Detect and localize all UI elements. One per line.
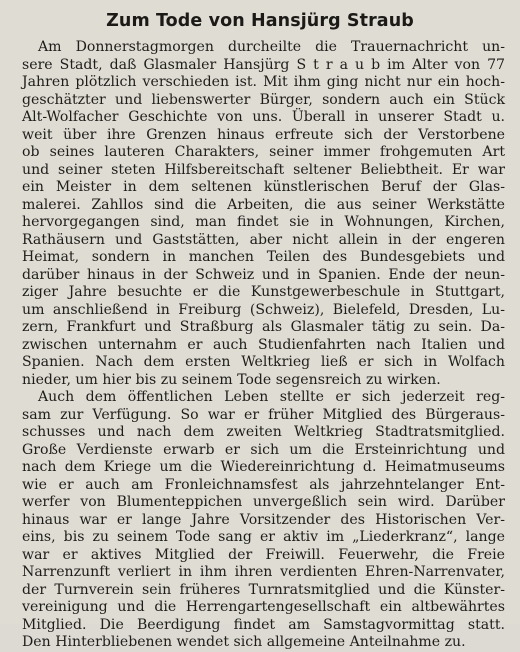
text-line: ein Meister in dem seltenen künstlerischen Beruf der Glas- [22, 179, 505, 195]
text-line: Auch dem öffentlichen Leben stellte er sich jederzeit reg- [38, 389, 505, 405]
text-line: sere Stadt, daß Glasmaler Hansjürg S t r a u b im Alter von 77 [22, 56, 505, 73]
text-line: Heimat, sondern in manchen Teilen des Bundesgebiets und [22, 249, 505, 265]
text-line: der Turnverein sein früheres Turnratsmitglied und die Künster- [22, 581, 505, 598]
text-line: vereinigung und die Herrengartengesellschaft ein altbewährtes [22, 599, 505, 615]
text-line: Spanien. Nach dem ersten Weltkrieg ließ er sich in Wolfach [22, 354, 505, 370]
text-line: ziger Jahre besuchte er die Kunstgewerbeschule in Stuttgart, [22, 284, 505, 300]
article-body [22, 39, 505, 652]
text-line: sam zur Verfügung. So war er früher Mitglied des Bürgeraus- [22, 406, 505, 423]
text-line: hinaus war er lange Jahre Vorsitzender des Historischen Ver- [22, 511, 505, 528]
text-line: werfer von Blumenteppichen unvergeßlich sein wird. Darüber [22, 494, 505, 510]
text-line: zwischen unternahm er auch Studienfahrten nach Italien und [22, 336, 505, 353]
text-line: um anschließend in Freiburg (Schweiz), Bielefeld, Dresden, Lu- [22, 301, 505, 318]
text-line: weit über ihre Grenzen hinaus erfreute sich der Verstorbene [22, 126, 505, 143]
text-line: wie er auch am Fronleichnamsfest als jahrzehntelanger Ent- [22, 476, 505, 493]
article-headline: Zum Tode von Hansjürg Straub [106, 11, 414, 31]
text-line: Alt-Wolfacher Geschichte von uns. Überall in unserer Stadt u. [22, 109, 505, 125]
text-line: nach dem Kriege um die Wiedereinrichtung d. Heimatmuseums [22, 459, 505, 475]
text-line: und seiner steten Hilfsbereitschaft seltener Beliebtheit. Er war [22, 161, 505, 178]
text-line: Rathäusern und Gaststätten, aber nicht allein in der engeren [22, 231, 505, 248]
text-line: Den Hinterbliebenen wendet sich allgemeine Anteilnahme zu. [22, 634, 466, 650]
paragraph-1 [22, 39, 505, 389]
paragraph-2 [22, 389, 505, 652]
text-line: zern, Frankfurt und Straßburg als Glasmaler tätig zu sein. Da- [22, 319, 505, 335]
text-line: malerei. Zahllos sind die Arbeiten, die aus seiner Werkstätte [22, 196, 505, 213]
text-line: war er aktives Mitglied der Freiwill. Feuerwehr, die Freie [22, 546, 505, 563]
text-line: geschätzter und liebenswerter Bürger, sondern auch ein Stück [22, 91, 505, 108]
text-line: Narrenzunft verliert in ihm ihren verdienten Ehren-Narrenvater, [22, 564, 505, 580]
text-line: hervorgegangen sind, man findet sie in Wohnungen, Kirchen, [22, 214, 505, 230]
text-line: Jahren plötzlich verschieden ist. Mit ihm ging nicht nur ein hoch- [22, 74, 505, 90]
text-line: Große Verdienste erwarb er sich um die Ersteinrichtung und [22, 441, 505, 458]
text-line: Mitglied. Die Beerdigung findet am Samstagvormittag statt. [22, 616, 505, 633]
text-line: ob seines lauteren Charakters, seiner immer frohgemuten Art [22, 144, 505, 160]
text-line: schusses und nach dem zweiten Weltkrieg Stadtratsmitglied. [22, 424, 505, 440]
text-line: nieder, um hier bis zu seinem Tode segensreich zu wirken. [22, 371, 441, 388]
text-line: darüber hinaus in der Schweiz und in Spanien. Ende der neun- [22, 266, 505, 283]
text-line: eins, bis zu seinem Tode sang er aktiv im „Liederkranz“, lange [22, 529, 505, 545]
text-line: Am Donnerstagmorgen durcheilte die Trauernachricht un- [38, 39, 505, 55]
